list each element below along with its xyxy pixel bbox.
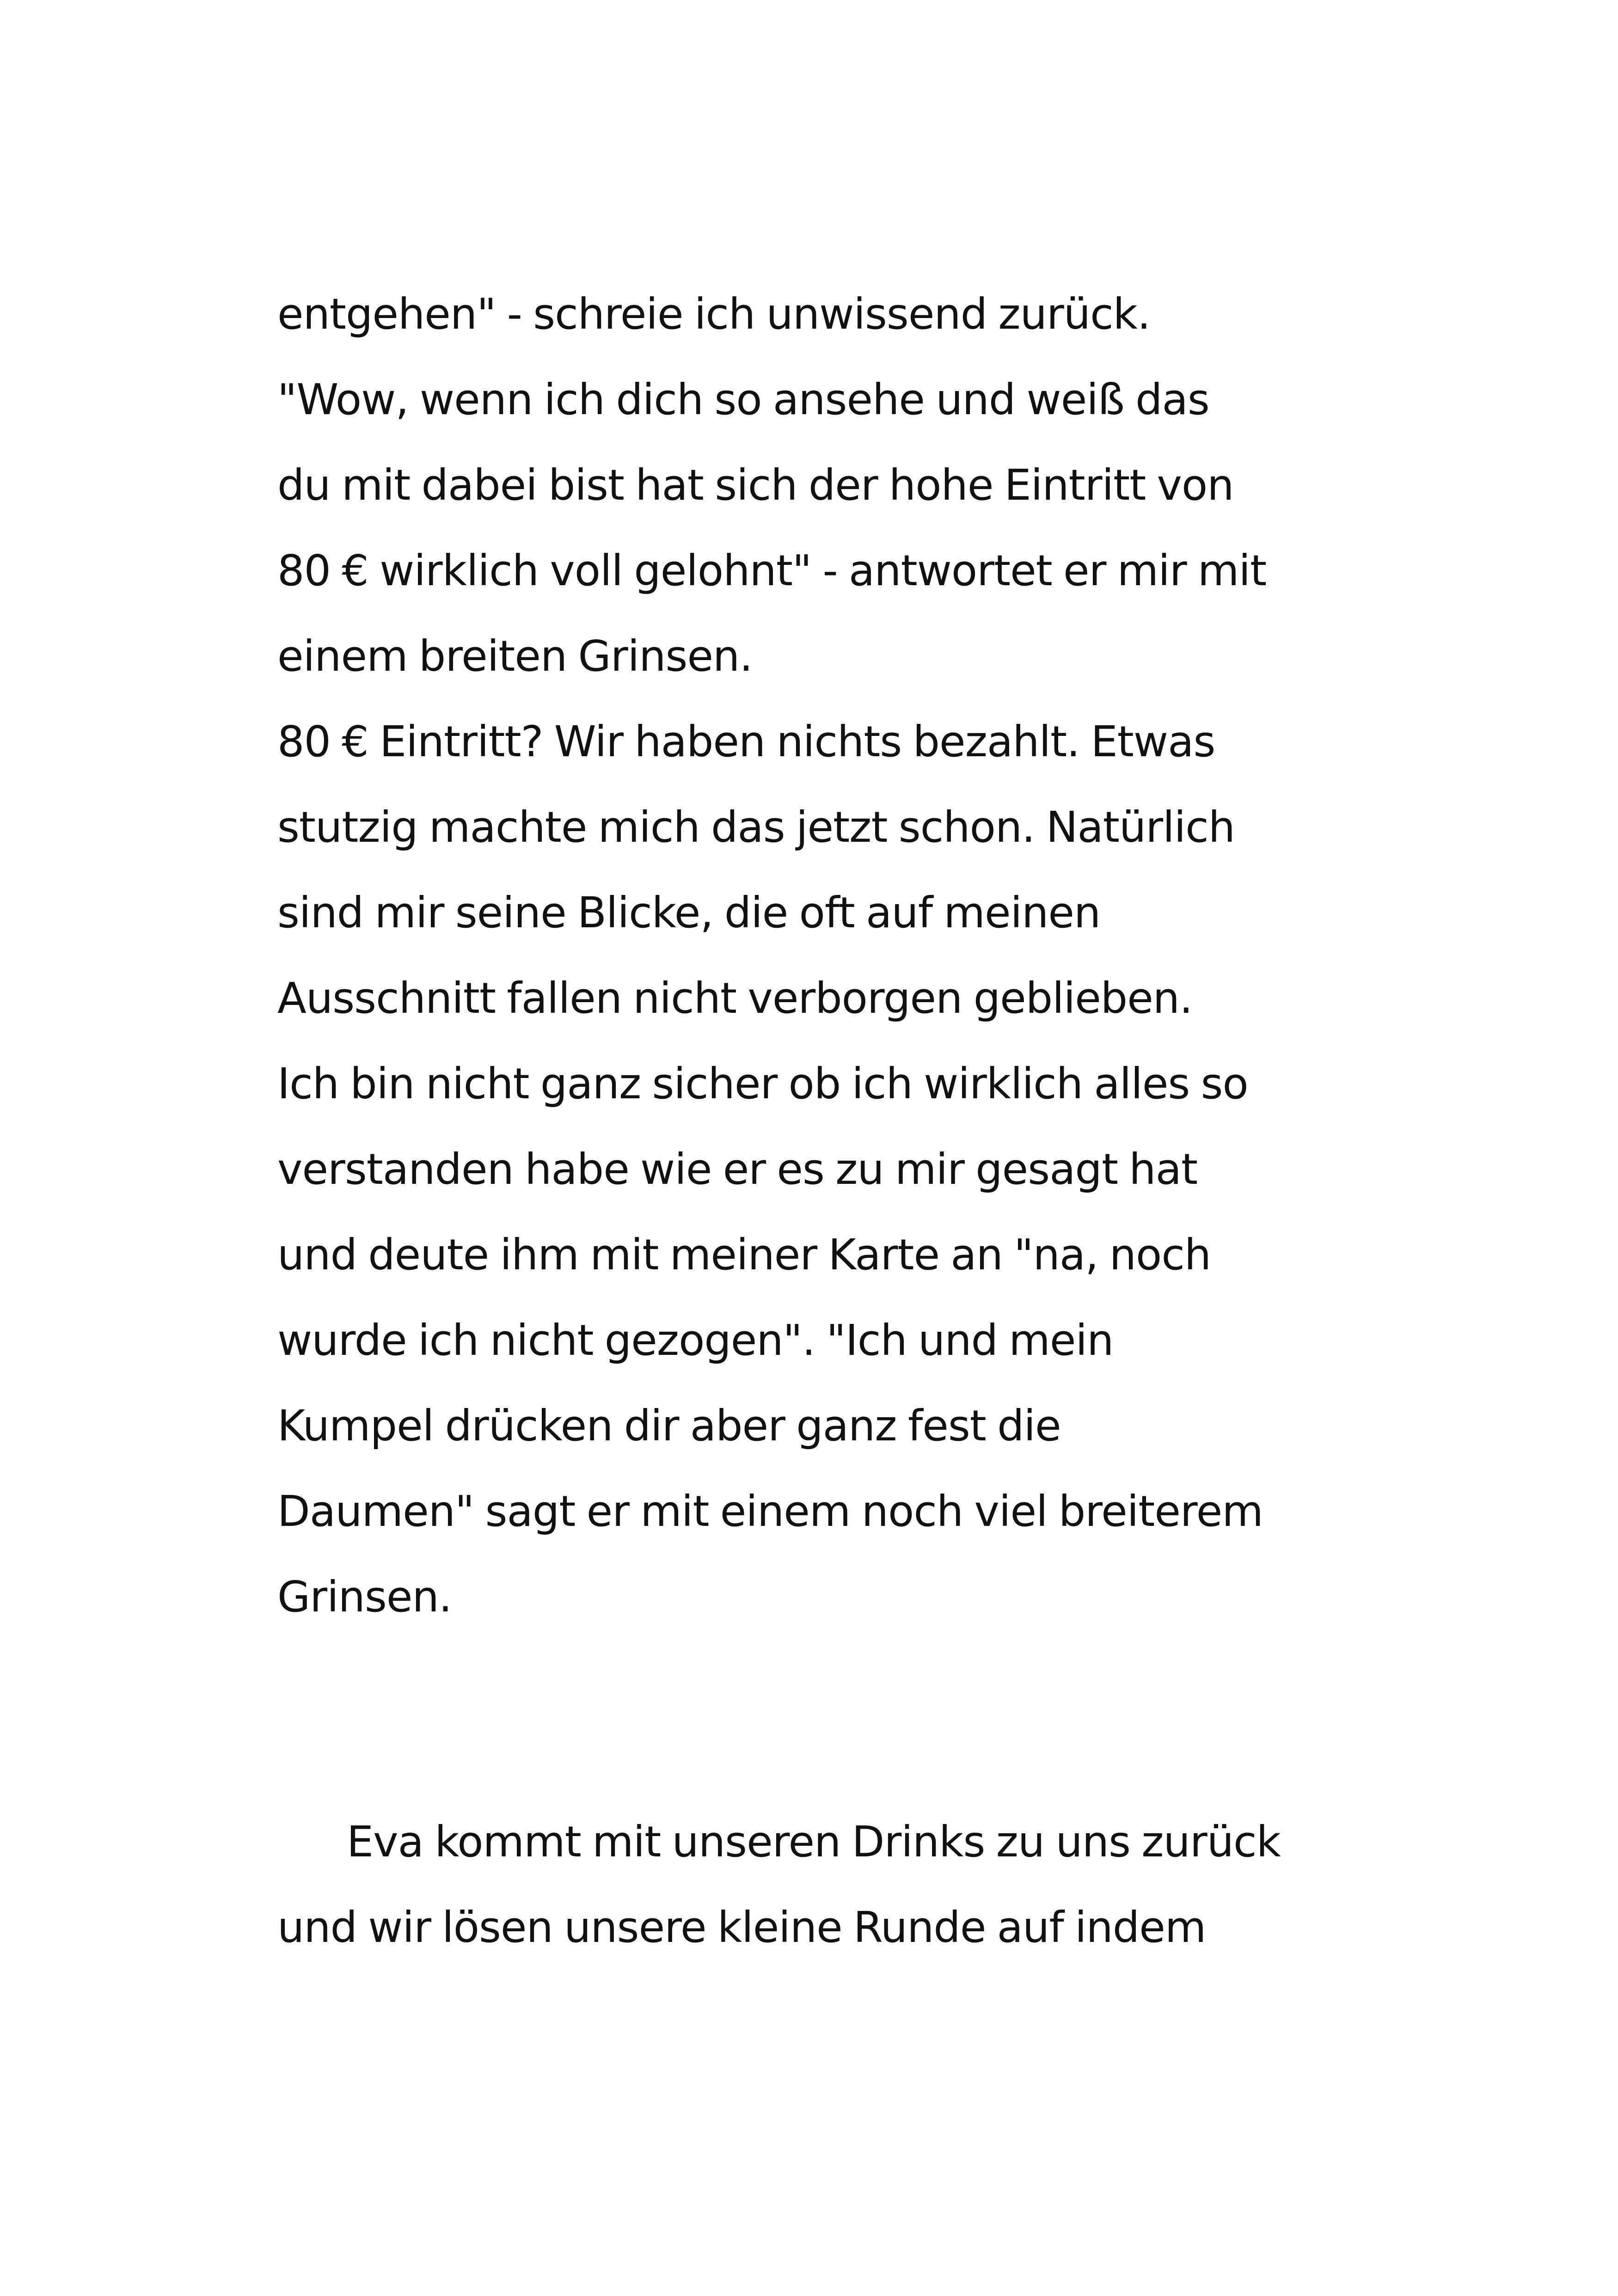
text-line: Grinsen.	[277, 1572, 452, 1622]
text-line: 80 € wirklich voll gelohnt" - antwortet er mir mit	[277, 546, 1267, 595]
text-line: verstanden habe wie er es zu mir gesagt hat	[277, 1145, 1198, 1194]
text-line: Eva kommt mit unseren Drinks zu uns zurück	[347, 1817, 1281, 1867]
text-line: "Wow, wenn ich dich so ansehe und weiß das	[277, 375, 1209, 424]
text-line: 80 € Eintritt? Wir haben nichts bezahlt. Etwas	[277, 717, 1215, 766]
text-line: und deute ihm mit meiner Karte an "na, noch	[277, 1230, 1211, 1280]
text-line: du mit dabei bist hat sich der hohe Eintritt von	[277, 460, 1234, 510]
text-line: Ich bin nicht ganz sicher ob ich wirklich alles so	[277, 1059, 1248, 1108]
text-line: Kumpel drücken dir aber ganz fest die	[277, 1401, 1061, 1451]
text-line: Ausschnitt fallen nicht verborgen geblieben.	[277, 974, 1193, 1023]
text-line: entgehen" - schreie ich unwissend zurück.	[277, 289, 1151, 339]
text-line: und wir lösen unsere kleine Runde auf indem	[277, 1903, 1206, 1952]
text-line: stutzig machte mich das jetzt schon. Natürlich	[277, 802, 1235, 852]
text-line: sind mir seine Blicke, die oft auf meinen	[277, 888, 1101, 937]
text-line: einem breiten Grinsen.	[277, 631, 753, 681]
text-line: Daumen" sagt er mit einem noch viel breiterem	[277, 1487, 1263, 1536]
text-line: wurde ich nicht gezogen". "Ich und mein	[277, 1316, 1114, 1365]
